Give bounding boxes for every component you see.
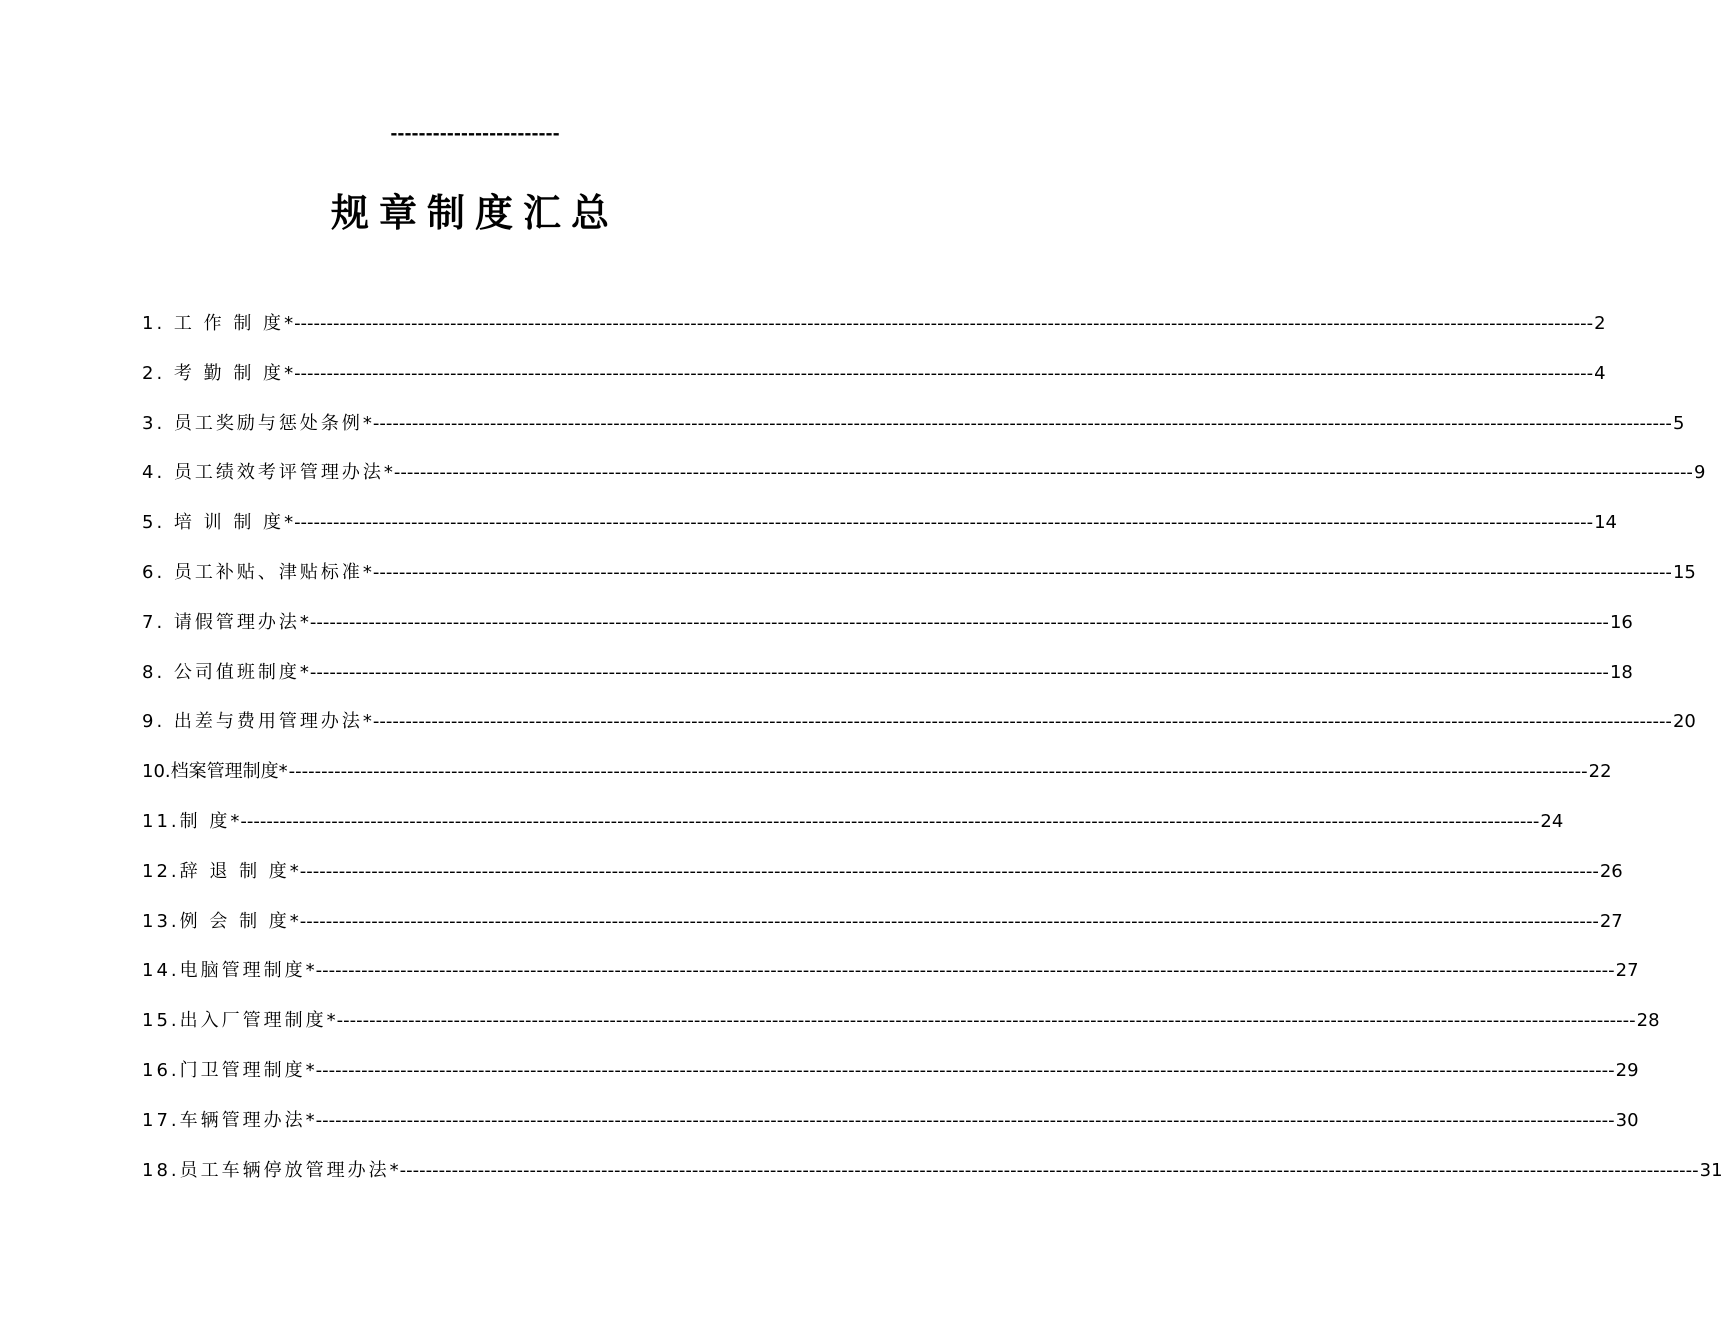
toc-entry-title: 12.辞 退 制 度 <box>142 860 290 882</box>
toc-leader-dashes: -------------------------------------------------------------------------------------------------------------------------------------------------------------------------------------------------------- <box>372 711 1672 733</box>
toc-entry-page-number: 29 <box>1615 1059 1639 1081</box>
toc-entry-page-number: 22 <box>1588 761 1612 783</box>
toc-entry-title: 15.出入厂管理制度 <box>142 1010 327 1032</box>
toc-entry-marker: * <box>362 412 372 434</box>
toc-entry-page-number: 24 <box>1540 810 1564 832</box>
toc-entry-marker: * <box>289 860 299 882</box>
toc-entry-title: 10.档案管理制度 <box>142 761 279 783</box>
toc-leader-dashes: -------------------------------------------------------------------------------------------------------------------------------------------------------------------------------------------------------- <box>240 810 1540 832</box>
toc-entry[interactable] <box>142 1009 1660 1059</box>
toc-entry-marker: * <box>305 1109 315 1131</box>
toc-entry-page-number: 15 <box>1672 561 1696 583</box>
toc-entry-title: 5. 培 训 制 度 <box>142 512 285 534</box>
toc-entry-title: 7. 请假管理办法 <box>142 611 300 633</box>
toc-leader-dashes: -------------------------------------------------------------------------------------------------------------------------------------------------------------------------------------------------------- <box>372 412 1672 434</box>
toc-leader-dashes: -------------------------------------------------------------------------------------------------------------------------------------------------------------------------------------------------------- <box>315 1109 1615 1131</box>
toc-entry-page-number: 14 <box>1594 512 1617 534</box>
toc-entry-title: 3. 员工奖励与惩处条例 <box>142 412 363 434</box>
toc-entry-title: 17.车辆管理办法 <box>142 1109 306 1131</box>
toc-entry-marker: * <box>362 711 372 733</box>
toc-leader-dashes: -------------------------------------------------------------------------------------------------------------------------------------------------------------------------------------------------------- <box>294 512 1594 534</box>
toc-leader-dashes: -------------------------------------------------------------------------------------------------------------------------------------------------------------------------------------------------------- <box>399 1159 1699 1181</box>
toc-entry[interactable] <box>142 1109 1639 1159</box>
toc-entry-page-number: 28 <box>1636 1010 1660 1032</box>
toc-entry[interactable] <box>142 1059 1639 1109</box>
toc-entry[interactable] <box>142 461 1706 511</box>
toc-entry-page-number: 30 <box>1615 1109 1639 1131</box>
toc-entry[interactable] <box>142 362 1606 412</box>
toc-entry[interactable] <box>142 312 1606 362</box>
toc-entry-page-number: 20 <box>1672 711 1696 733</box>
toc-entry[interactable] <box>142 412 1685 462</box>
toc-leader-dashes: -------------------------------------------------------------------------------------------------------------------------------------------------------------------------------------------------------- <box>288 761 1588 783</box>
toc-leader-dashes: -------------------------------------------------------------------------------------------------------------------------------------------------------------------------------------------------------- <box>315 1059 1615 1081</box>
toc-entry-title: 11.制 度 <box>142 810 231 832</box>
toc-entry-marker: * <box>284 362 294 384</box>
toc-entry[interactable] <box>142 561 1696 611</box>
toc-entry[interactable] <box>142 959 1639 1009</box>
toc-entry-marker: * <box>383 462 393 484</box>
toc-entry-marker: * <box>299 611 309 633</box>
toc-entry[interactable] <box>142 810 1564 860</box>
toc-entry-title: 18.员工车辆停放管理办法 <box>142 1159 390 1181</box>
toc-entry-page-number: 16 <box>1609 611 1633 633</box>
toc-entry-title: 1. 工 作 制 度 <box>142 313 285 334</box>
toc-entry-marker: * <box>299 661 309 683</box>
toc-entry-title: 4. 员工绩效考评管理办法 <box>142 462 384 484</box>
toc-entry-title: 6. 员工补贴、津贴标准 <box>142 561 363 583</box>
toc-entry-marker: * <box>326 1010 336 1032</box>
toc-entry-title: 16.门卫管理制度 <box>142 1059 306 1081</box>
toc-entry-marker: * <box>284 313 294 334</box>
toc-entry-marker: * <box>305 960 315 982</box>
toc-leader-dashes: -------------------------------------------------------------------------------------------------------------------------------------------------------------------------------------------------------- <box>372 561 1672 583</box>
toc-entry-page-number: 26 <box>1599 860 1623 882</box>
toc-entry-marker: * <box>284 512 294 534</box>
toc-entry-page-number: 2 <box>1594 313 1606 334</box>
header-rule: ------------------------ <box>390 124 560 144</box>
toc-entry-marker: * <box>362 561 372 583</box>
table-of-contents <box>142 312 1723 1208</box>
toc-entry-page-number: 27 <box>1599 910 1623 932</box>
toc-entry-title: 13.例 会 制 度 <box>142 910 290 932</box>
toc-entry[interactable] <box>142 661 1633 711</box>
toc-entry-page-number: 31 <box>1699 1159 1723 1181</box>
toc-entry-page-number: 18 <box>1609 661 1633 683</box>
toc-entry-page-number: 5 <box>1672 412 1685 434</box>
toc-entry[interactable] <box>142 760 1612 810</box>
toc-entry-marker: * <box>389 1159 399 1181</box>
toc-entry[interactable] <box>142 860 1623 910</box>
toc-entry-page-number: 27 <box>1615 960 1639 982</box>
toc-leader-dashes: -------------------------------------------------------------------------------------------------------------------------------------------------------------------------------------------------------- <box>315 960 1615 982</box>
toc-leader-dashes: -------------------------------------------------------------------------------------------------------------------------------------------------------------------------------------------------------- <box>299 860 1599 882</box>
toc-entry-title: 8. 公司值班制度 <box>142 661 300 683</box>
toc-entry-page-number: 4 <box>1594 362 1606 384</box>
toc-entry[interactable] <box>142 611 1633 661</box>
toc-entry-marker: * <box>230 810 240 832</box>
toc-leader-dashes: -------------------------------------------------------------------------------------------------------------------------------------------------------------------------------------------------------- <box>294 362 1594 384</box>
toc-entry-marker: * <box>278 761 288 783</box>
toc-leader-dashes: -------------------------------------------------------------------------------------------------------------------------------------------------------------------------------------------------------- <box>336 1010 1636 1032</box>
page-title: 规章制度汇总 <box>330 191 619 235</box>
toc-leader-dashes: -------------------------------------------------------------------------------------------------------------------------------------------------------------------------------------------------------- <box>309 611 1609 633</box>
toc-entry[interactable] <box>142 910 1623 960</box>
toc-entry-title: 2. 考 勤 制 度 <box>142 362 285 384</box>
toc-entry[interactable] <box>142 1159 1723 1209</box>
toc-leader-dashes: -------------------------------------------------------------------------------------------------------------------------------------------------------------------------------------------------------- <box>393 462 1693 484</box>
toc-entry[interactable] <box>142 710 1696 760</box>
toc-entry[interactable] <box>142 511 1617 561</box>
toc-entry-page-number: 9 <box>1693 462 1706 484</box>
toc-leader-dashes: -------------------------------------------------------------------------------------------------------------------------------------------------------------------------------------------------------- <box>299 910 1599 932</box>
toc-leader-dashes: -------------------------------------------------------------------------------------------------------------------------------------------------------------------------------------------------------- <box>294 313 1594 334</box>
toc-entry-marker: * <box>289 910 299 932</box>
toc-entry-title: 9. 出差与费用管理办法 <box>142 711 363 733</box>
toc-entry-marker: * <box>305 1059 315 1081</box>
toc-leader-dashes: -------------------------------------------------------------------------------------------------------------------------------------------------------------------------------------------------------- <box>309 661 1609 683</box>
toc-entry-title: 14.电脑管理制度 <box>142 960 306 982</box>
